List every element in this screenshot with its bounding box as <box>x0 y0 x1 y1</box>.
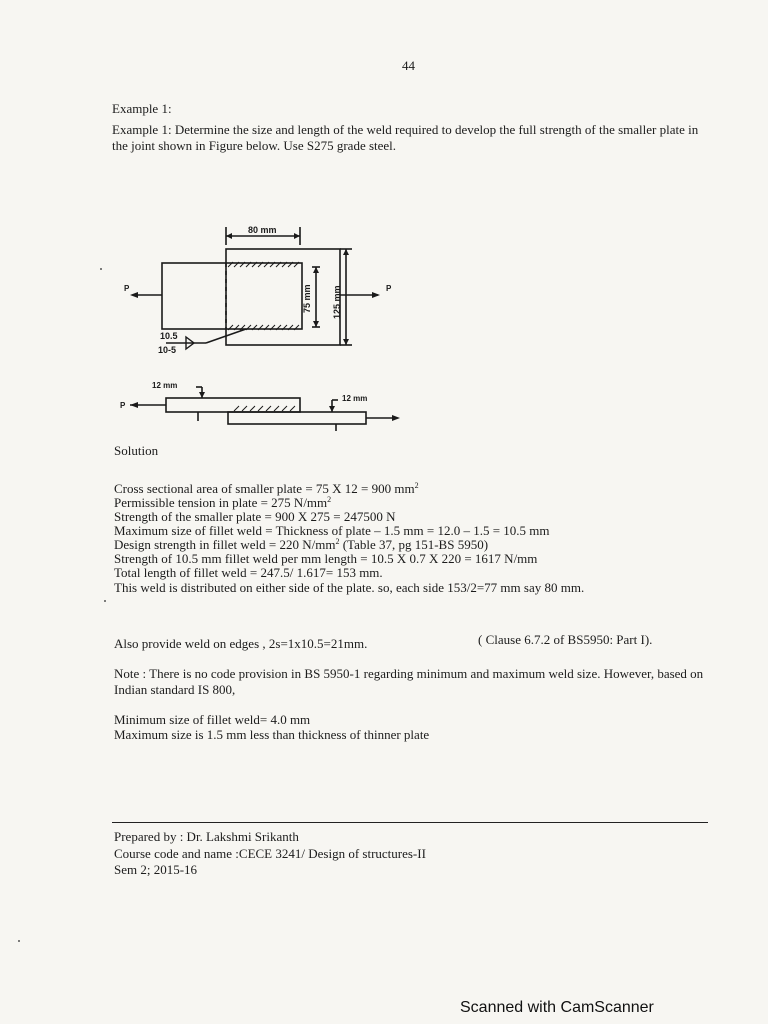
small-plate-label: 75 mm <box>302 284 312 313</box>
solution-line: Total length of fillet weld = 247.5/ 1.617= 153 mm. <box>114 565 383 580</box>
weld-joint-figure <box>110 215 420 435</box>
solution-line: Strength of the smaller plate = 900 X 275 = 247500 N <box>114 509 396 524</box>
load-label-section: P <box>120 401 126 410</box>
scan-speck <box>104 600 106 602</box>
note-paragraph: Note : There is no code provision in BS 5950-1 regarding minimum and maximum weld size. However, based on Indian standard IS 800, <box>114 666 704 697</box>
weld-size-top: 10.5 <box>160 331 178 341</box>
footer-course: Course code and name :CECE 3241/ Design of structures-II <box>114 846 426 861</box>
scan-speck <box>18 940 20 942</box>
maximum-size-line: Maximum size is 1.5 mm less than thickness of thinner plate <box>114 727 430 742</box>
section-small-plate <box>166 398 300 412</box>
minimum-size-line: Minimum size of fillet weld= 4.0 mm <box>114 712 311 727</box>
clause-reference: ( Clause 6.7.2 of BS5950: Part I). <box>478 632 653 647</box>
solution-line: Permissible tension in plate = 275 $N/mm^2$ <box>114 495 332 510</box>
solution-line: This weld is distributed on either side of the plate. so, each side 153/2=77 mm say 80 mm. <box>114 580 585 595</box>
thickness-left-label: 12 mm <box>152 381 178 390</box>
solution-line: Design strength in fillet weld = 220 $N/mm^2$ (Table 37, pg 151-BS 5950) <box>114 537 489 552</box>
solution-line: Maximum size of fillet weld = Thickness of plate – 1.5 mm = 12.0 – 1.5 = 10.5 mm <box>114 523 550 538</box>
footer-divider <box>112 822 708 823</box>
solution-line: Cross sectional area of smaller plate = 75 X 12 = 900 $mm^2$ <box>114 481 419 496</box>
edge-weld-line: Also provide weld on edges , 2s=1x10.5=21mm. <box>114 636 368 651</box>
section-large-plate <box>228 412 366 424</box>
solution-heading: Solution <box>114 443 159 458</box>
footer-semester: Sem 2; 2015-16 <box>114 862 198 877</box>
weld-size-bottom: 10-5 <box>158 345 177 355</box>
load-label-right: P <box>386 284 392 293</box>
solution-line: Strength of 10.5 mm fillet weld per mm length = 10.5 X 0.7 X 220 = 1617 N/mm <box>114 551 538 566</box>
example-heading: Example 1: <box>112 101 172 116</box>
large-plate-label: 125 mm <box>332 285 342 319</box>
load-label-left: P <box>124 284 130 293</box>
footer-prepared-by: Prepared by : Dr. Lakshmi Srikanth <box>114 829 299 844</box>
problem-statement: Example 1: Determine the size and length of the weld required to develop the full strength of the smaller plate in the joint shown in Figure below. Use S275 grade steel. <box>112 122 699 153</box>
scanner-watermark: Scanned with CamScanner <box>460 999 654 1016</box>
scan-speck <box>100 268 102 270</box>
thickness-right-label: 12 mm <box>342 394 368 403</box>
width-label: 80 mm <box>248 225 277 235</box>
page-number: 44 <box>402 58 415 73</box>
small-plate <box>162 263 302 329</box>
